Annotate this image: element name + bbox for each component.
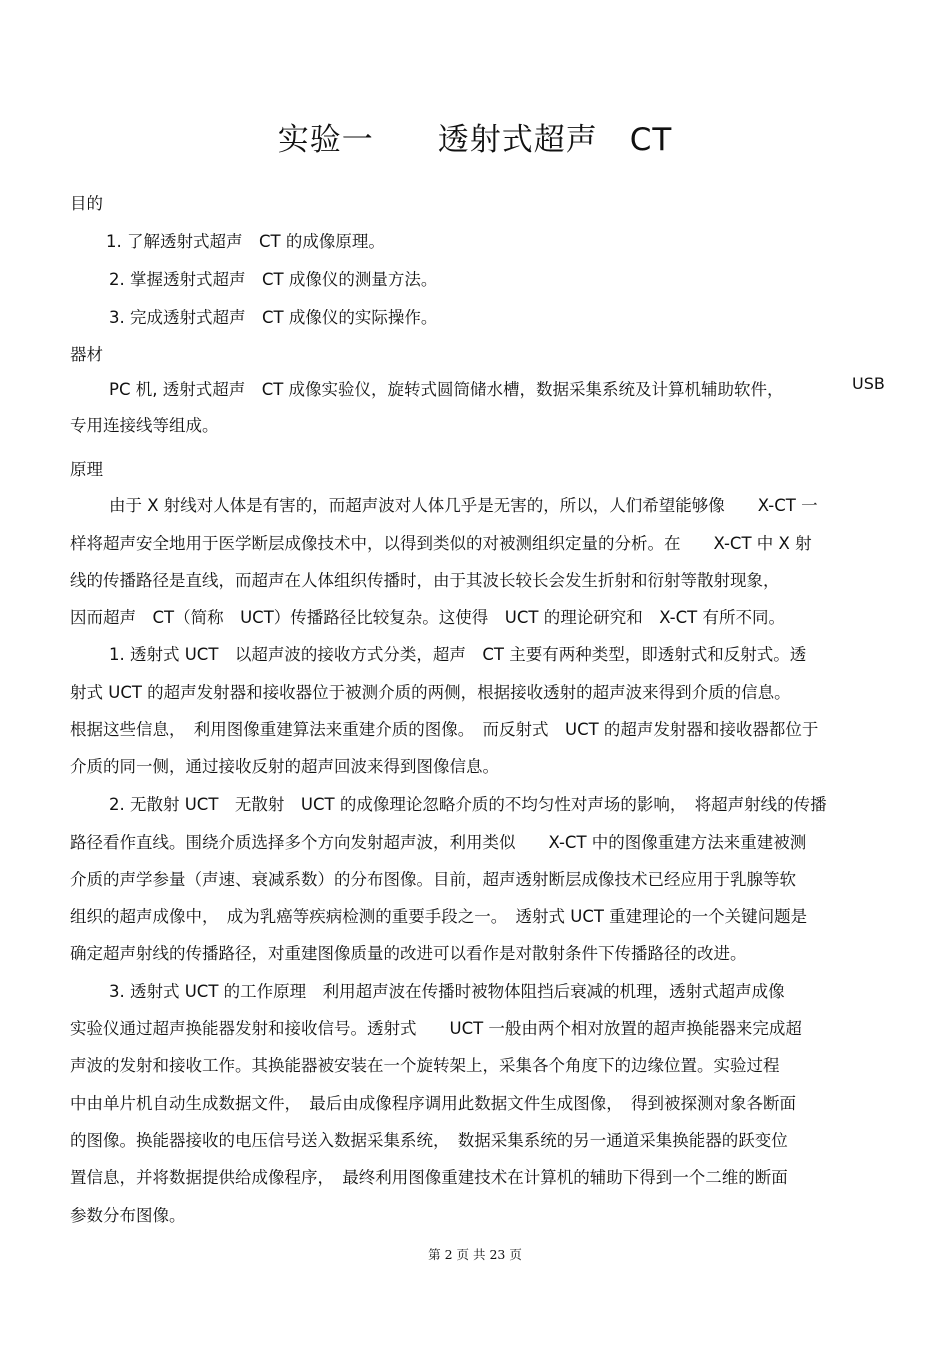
equipment-line-2: 专用连接线等组成。 <box>70 416 219 435</box>
principle-line: 线的传播路径是直线，而超声在人体组织传播时，由于其波长较长会发生折射和衍射等散射现象， <box>70 571 780 590</box>
principle-line: 1. 透射式 UCT 以超声波的接收方式分类，超声 CT 主要有两种类型，即透射式和反射式。透 <box>109 645 807 664</box>
purpose-item-2: 2. 掌握透射式超声 CT 成像仪的测量方法。 <box>109 270 438 289</box>
principle-line: 的图像。换能器接收的电压信号送入数据采集系统， 数据采集系统的另一通道采集换能器的跃变位 <box>70 1131 788 1150</box>
principle-line: 路径看作直线。围绕介质选择多个方向发射超声波，利用类似 X-CT 中的图像重建方法来重建被测 <box>70 833 807 852</box>
section-heading-equipment: 器材 <box>70 345 103 364</box>
principle-line: 样将超声安全地用于医学断层成像技术中，以得到类似的对被测组织定量的分析。在 X-CT 中 X 射 <box>70 534 812 553</box>
principle-line: 组织的超声成像中， 成为乳癌等疾病检测的重要手段之一。 透射式 UCT 重建理论的一个关键问题是 <box>70 907 808 926</box>
principle-line: 3. 透射式 UCT 的工作原理 利用超声波在传播时被物体阻挡后衰减的机理，透射式超声成像 <box>109 982 785 1001</box>
principle-line: 实验仪通过超声换能器发射和接收信号。透射式 UCT 一般由两个相对放置的超声换能器来完成超 <box>70 1019 802 1038</box>
equipment-line-1: PC 机, 透射式超声 CT 成像实验仪，旋转式圆筒储水槽，数据采集系统及计算机辅助软件， <box>109 380 784 399</box>
equipment-usb-label: USB <box>852 374 885 393</box>
principle-line: 由于 X 射线对人体是有害的，而超声波对人体几乎是无害的，所以，人们希望能够像 X-CT 一 <box>109 496 818 515</box>
principle-line: 置信息，并将数据提供给成像程序， 最终利用图像重建技术在计算机的辅助下得到一个二维的断面 <box>70 1168 788 1187</box>
principle-line: 射式 UCT 的超声发射器和接收器位于被测介质的两侧，根据接收透射的超声波来得到介质的信息。 <box>70 683 791 702</box>
principle-line: 2. 无散射 UCT 无散射 UCT 的成像理论忽略介质的不均匀性对声场的影响， 将超声射线的传播 <box>109 795 827 814</box>
purpose-item-3: 3. 完成透射式超声 CT 成像仪的实际操作。 <box>109 308 438 327</box>
principle-line: 确定超声射线的传播路径，对重建图像质量的改进可以看作是对散射条件下传播路径的改进。 <box>70 944 747 963</box>
page-title: 实验一 透射式超声 CT <box>277 122 673 158</box>
principle-line: 声波的发射和接收工作。其换能器被安装在一个旋转架上，采集各个角度下的边缘位置。实验过程 <box>70 1056 780 1075</box>
section-heading-purpose: 目的 <box>70 194 103 213</box>
principle-line: 介质的声学参量（声速、衰减系数）的分布图像。目前，超声透射断层成像技术已经应用于乳腺等软 <box>70 870 796 889</box>
principle-line: 中由单片机自动生成数据文件， 最后由成像程序调用此数据文件生成图像， 得到被探测对象各断面 <box>70 1094 796 1113</box>
principle-line: 参数分布图像。 <box>70 1206 186 1225</box>
section-heading-principle: 原理 <box>70 460 103 479</box>
principle-line: 因而超声 CT（简称 UCT）传播路径比较复杂。这使得 UCT 的理论研究和 X-CT 有所不同。 <box>70 608 785 627</box>
principle-line: 根据这些信息， 利用图像重建算法来重建介质的图像。 而反射式 UCT 的超声发射器和接收器都位于 <box>70 720 819 739</box>
principle-line: 介质的同一侧，通过接收反射的超声回波来得到图像信息。 <box>70 757 499 776</box>
page-footer: 第 2 页 共 23 页 <box>428 1247 522 1262</box>
purpose-item-1: 1. 了解透射式超声 CT 的成像原理。 <box>106 232 385 251</box>
